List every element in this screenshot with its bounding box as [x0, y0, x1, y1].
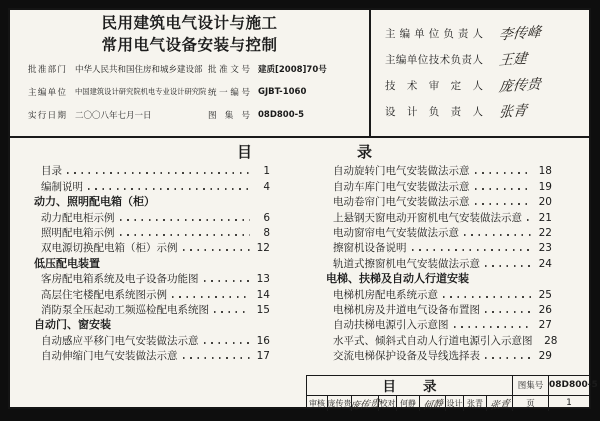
- toc-item-title: 自动伸缩门电气安装做法示意: [41, 350, 178, 363]
- info-label: 主编单位: [28, 87, 66, 98]
- toc-page-number: 27: [538, 319, 552, 332]
- toc-page-number: 4: [263, 180, 270, 193]
- dot-leader: [172, 296, 250, 298]
- handwritten-signature: 李传峰: [498, 24, 542, 44]
- handwritten-signature: 张青: [498, 102, 528, 122]
- atlas-number-value: 08D800-5: [548, 376, 598, 395]
- toc-item-title: 水平式、倾斜式自动人行道电源引入示意图: [333, 334, 533, 347]
- toc-item: [326, 331, 558, 347]
- toc-page-number: 28: [544, 334, 558, 347]
- toc-item: [326, 301, 552, 316]
- dot-leader: [475, 188, 533, 190]
- toc-item-title: 电动卷帘门电气安装做法示意: [333, 196, 470, 209]
- info-label: 实行日期: [28, 110, 66, 121]
- dot-leader: [475, 172, 533, 174]
- footer-signoff-cell: 何静: [396, 396, 419, 411]
- toc-item-title: 轨道式擦窗机电气安装做法示意: [333, 257, 480, 270]
- toc-item: [326, 224, 552, 239]
- footer-signoff-cell: 设计: [445, 396, 463, 411]
- dot-leader: [485, 357, 532, 359]
- footer-signoff-cell: 庞传贵: [327, 396, 351, 411]
- toc-page-number: 8: [263, 226, 270, 239]
- drawing-title-block: [306, 375, 598, 413]
- page-label: 页: [512, 396, 548, 411]
- toc-item-title: 擦窗机设备说明: [333, 242, 407, 255]
- toc-item: [326, 285, 552, 300]
- toc-section-header: [34, 193, 270, 208]
- toc-item-title: 自动车库门电气安装做法示意: [333, 180, 470, 193]
- header-left-panel: [10, 10, 371, 136]
- info-value: 中华人民共和国住房和城乡建设部: [75, 64, 203, 75]
- toc-item-title: 电梯机房及井道电气设备布置图: [333, 303, 480, 316]
- toc-column-left: [34, 162, 270, 362]
- toc-item: [326, 254, 552, 269]
- official-role-label: 主编单位负责人: [385, 27, 483, 40]
- dot-leader: [464, 234, 532, 236]
- official-role-label: 技术审定人: [385, 79, 483, 92]
- toc-page-number: 25: [538, 288, 552, 301]
- info-row: [10, 103, 369, 126]
- toc-page-number: 26: [538, 303, 552, 316]
- toc-item: [34, 208, 270, 223]
- toc-item-title: 电梯、扶梯及自动人行道安装: [326, 272, 469, 286]
- info-label: 图集号: [208, 110, 250, 121]
- toc-page-number: 15: [256, 303, 270, 316]
- info-value: 中国建筑设计研究院机电专业设计研究院: [75, 86, 207, 96]
- footer-signoff-cell: 审核: [309, 398, 325, 408]
- sheet-title-text: 目录: [382, 379, 464, 396]
- handwritten-signature: 王建: [498, 50, 528, 70]
- toc-item-title: 目录: [41, 165, 62, 178]
- toc-page-number: 22: [538, 226, 552, 239]
- official-row: [371, 46, 589, 72]
- toc-page-number: 12: [256, 242, 270, 255]
- title-block-bottom-row: [307, 396, 589, 411]
- toc-item-title: 动力、照明配电箱（柜）: [34, 195, 155, 209]
- toc-column-right: [326, 162, 558, 363]
- toc-page-number: 23: [538, 242, 552, 255]
- atlas-title: [10, 10, 369, 56]
- toc-item: [34, 270, 270, 285]
- toc-page-number: 1: [263, 165, 270, 178]
- dot-leader: [204, 342, 251, 344]
- approval-info-table: [10, 57, 369, 126]
- toc-page-number: 18: [538, 165, 552, 178]
- toc-section-header: [34, 316, 270, 331]
- toc-item-title: 上悬钢天窗电动开窗机电气安装做法示意: [333, 211, 522, 224]
- dot-leader: [412, 249, 533, 251]
- info-label: 统一编号: [208, 87, 250, 98]
- header-right-panel: [371, 10, 589, 136]
- toc-page-number: 24: [538, 257, 552, 270]
- toc-heading-char1: 目: [237, 143, 253, 161]
- handwritten-signature: 庞传贵: [349, 397, 381, 413]
- toc-item: [326, 347, 552, 362]
- info-value: 二〇〇八年七月一日: [75, 110, 152, 121]
- toc-item-title: 编制说明: [41, 180, 83, 193]
- info-row: [10, 80, 369, 103]
- handwritten-signature: 庞传贵: [498, 76, 542, 96]
- toc-section-header: [326, 270, 552, 285]
- dot-leader: [88, 188, 250, 190]
- toc-item: [326, 177, 552, 192]
- toc-item-title: 高层住宅楼配电系统图示例: [41, 288, 167, 301]
- toc-page-number: 6: [263, 211, 270, 224]
- toc-item: [326, 239, 552, 254]
- info-label: 批准部门: [28, 64, 66, 75]
- toc-item-title: 电梯机房配电系统示意: [333, 288, 438, 301]
- signature-cell: [349, 396, 381, 413]
- sheet-title: [307, 376, 512, 395]
- atlas-number-label: 图集号: [512, 376, 548, 395]
- toc-item-title: 电动窗帘电气安装做法示意: [333, 226, 459, 239]
- dot-leader: [204, 280, 251, 282]
- info-value: 08D800-5: [258, 109, 305, 120]
- official-row: [371, 72, 589, 98]
- toc-item: [34, 177, 270, 192]
- toc-item: [34, 162, 270, 177]
- toc-page-number: 19: [538, 180, 552, 193]
- toc-item: [34, 239, 270, 254]
- page-number: 1: [548, 396, 589, 411]
- signature-cell: [419, 396, 445, 411]
- toc-item-title: 自动旋转门电气安装做法示意: [333, 165, 470, 178]
- responsible-persons-list: [371, 10, 589, 124]
- toc-page-number: 14: [256, 288, 270, 301]
- toc-heading-char2: 录: [357, 143, 373, 161]
- toc-item-title: 自动扶梯电源引入示意图: [333, 319, 449, 332]
- toc-page-number: 29: [538, 350, 552, 363]
- toc-item: [326, 208, 552, 223]
- toc-item-title: 自动感应平移门电气安装做法示意: [41, 334, 199, 347]
- dot-leader: [527, 219, 532, 221]
- dot-leader: [443, 296, 532, 298]
- atlas-title-line1: 民用建筑电气设计与施工: [101, 14, 278, 32]
- toc-page-number: 21: [538, 211, 552, 224]
- signature-cell: [486, 396, 512, 411]
- atlas-title-line2: 常用电气设备安装与控制: [101, 35, 278, 54]
- dot-leader: [475, 203, 533, 205]
- handwritten-signature: 张青: [488, 398, 510, 412]
- info-value: 建质[2008]70号: [258, 64, 327, 75]
- toc-item: [34, 301, 270, 316]
- official-role-label: 主编单位技术负责人: [385, 53, 483, 66]
- toc-item: [34, 224, 270, 239]
- toc-item: [326, 162, 552, 177]
- official-role-label: 设计负责人: [385, 105, 483, 118]
- toc-item-title: 自动门、窗安装: [34, 318, 111, 332]
- info-label: 批准文号: [208, 64, 250, 75]
- dot-leader: [120, 234, 251, 236]
- toc-item-title: 动力配电柜示例: [41, 211, 115, 224]
- toc-item-title: 客房配电箱系统及电子设备功能图: [41, 273, 199, 286]
- toc-page-number: 20: [538, 196, 552, 209]
- toc-page-number: 13: [256, 273, 270, 286]
- toc-page-number: 16: [256, 334, 270, 347]
- toc-item-title: 照明配电箱示例: [41, 226, 115, 239]
- title-block-header: [10, 10, 589, 138]
- title-block-top-row: [307, 376, 598, 396]
- toc-item: [326, 316, 552, 331]
- handwritten-signature: 何静: [421, 398, 443, 412]
- dot-leader: [67, 172, 250, 174]
- toc-page-number: 17: [256, 350, 270, 363]
- toc-item-title: 低压配电装置: [34, 256, 100, 270]
- toc-item-title: 消防泵全压起动工频巡检配电系统图: [41, 303, 209, 316]
- info-value: GJBT-1060: [258, 86, 307, 97]
- official-row: [371, 20, 589, 46]
- toc-item-title: 交流电梯保护设备及导线选择表: [333, 350, 480, 363]
- document-page: [8, 8, 598, 413]
- info-row: [10, 57, 369, 80]
- toc-item: [326, 193, 552, 208]
- dot-leader: [120, 219, 251, 221]
- toc-item: [34, 331, 270, 346]
- official-row: [371, 98, 589, 124]
- toc-item-title: 双电源切换配电箱（柜）示例: [41, 242, 178, 255]
- footer-signoff-cell: 张青: [463, 396, 486, 411]
- footer-signoff-cell: 校对: [378, 396, 396, 411]
- toc-item: [34, 285, 270, 300]
- toc-section-header: [34, 254, 270, 269]
- dot-leader: [485, 265, 532, 267]
- toc-item: [34, 347, 270, 362]
- dot-leader: [183, 357, 251, 359]
- dot-leader: [183, 249, 251, 251]
- dot-leader: [454, 326, 533, 328]
- dot-leader: [485, 311, 532, 313]
- dot-leader: [214, 311, 250, 313]
